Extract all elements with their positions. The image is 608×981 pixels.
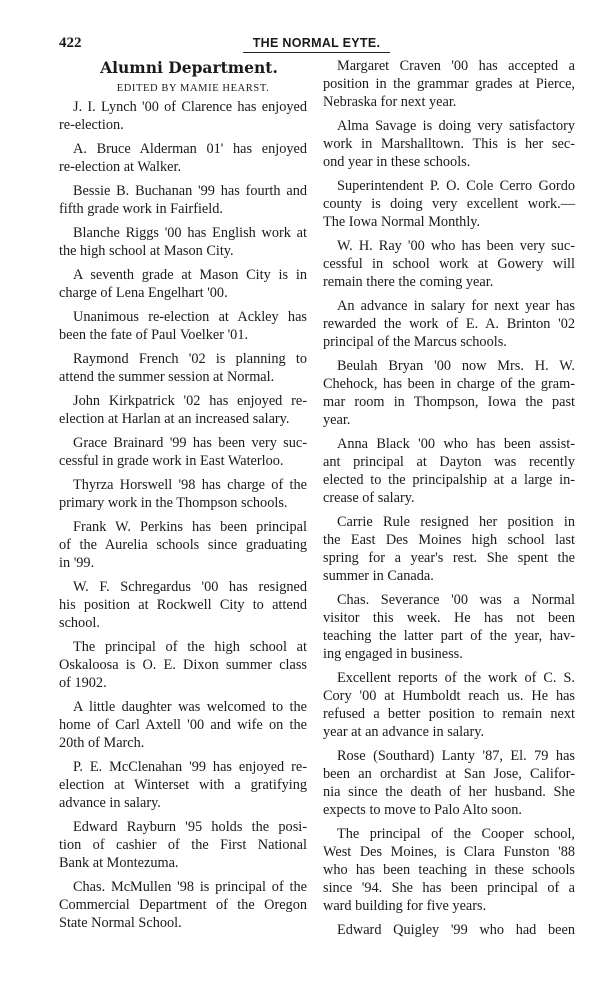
left-column bbox=[59, 58, 307, 938]
text-line: Blanche Riggs '00 has English work at bbox=[73, 225, 307, 241]
text-line: John Kirkpatrick '02 has enjoyed re- bbox=[73, 393, 307, 409]
news-item bbox=[323, 825, 575, 915]
news-item bbox=[59, 578, 307, 632]
text-line: mar room in Thompson, Iowa the past bbox=[323, 394, 575, 410]
text-line: Beulah Bryan '00 now Mrs. H. W. bbox=[337, 358, 575, 374]
news-item bbox=[59, 818, 307, 872]
news-item bbox=[59, 758, 307, 812]
news-item bbox=[323, 297, 575, 351]
text-line: fifth grade work in Fairfield. bbox=[59, 201, 223, 217]
text-line: cessful in grade work in East Waterloo. bbox=[59, 453, 284, 469]
left-paragraphs bbox=[59, 98, 307, 932]
text-line: advance in salary. bbox=[59, 795, 161, 811]
news-item bbox=[59, 98, 307, 134]
text-line: W. H. Ray '00 who has been very suc- bbox=[337, 238, 575, 254]
text-line: county is doing very excellent work.— bbox=[323, 196, 575, 212]
news-item bbox=[59, 434, 307, 470]
text-line: cessful in school work at Gowery will bbox=[323, 256, 575, 272]
text-line: A little daughter was welcomed to the bbox=[73, 699, 307, 715]
text-line: expects to move to Palo Alto soon. bbox=[323, 802, 522, 818]
text-line: elected to the principalship at a large in- bbox=[323, 472, 575, 488]
text-line: spring for a year's rest. She spent the bbox=[323, 550, 575, 566]
text-line: charge of Lena Engelhart '00. bbox=[59, 285, 228, 301]
text-line: attend the summer session at Normal. bbox=[59, 369, 275, 385]
news-item bbox=[323, 177, 575, 231]
text-line: Chehock, has been in charge of the gram- bbox=[323, 376, 575, 392]
text-line: who has been teaching in these schools bbox=[323, 862, 575, 878]
text-line: Oskaloosa is O. E. Dixon summer class bbox=[59, 657, 307, 673]
text-line: the high school at Mason City. bbox=[59, 243, 234, 259]
text-line: Unanimous re-election at Ackley has bbox=[73, 309, 307, 325]
news-item bbox=[59, 140, 307, 176]
text-line: been the fate of Paul Voelker '01. bbox=[59, 327, 249, 343]
text-line: Anna Black '00 who has been assist- bbox=[337, 436, 575, 452]
news-item bbox=[323, 513, 575, 585]
news-item bbox=[59, 638, 307, 692]
text-line: election at Winterset with a gratifying bbox=[59, 777, 307, 793]
text-line: ant principal at Dayton was recently bbox=[323, 454, 575, 470]
text-line: Raymond French '02 is planning to bbox=[73, 351, 307, 367]
text-line: visitor this week. He has not been bbox=[323, 610, 575, 626]
news-item bbox=[323, 357, 575, 429]
text-line: ward building for five years. bbox=[323, 898, 487, 914]
text-line: Margaret Craven '00 has accepted a bbox=[337, 58, 575, 74]
text-line: remain there the coming year. bbox=[323, 274, 494, 290]
news-item bbox=[323, 921, 575, 939]
news-item bbox=[59, 518, 307, 572]
text-line: The principal of the high school at bbox=[73, 639, 307, 655]
text-line: ond year in these schools. bbox=[323, 154, 471, 170]
text-line: principal of the Marcus schools. bbox=[323, 334, 507, 350]
text-line: P. E. McClenahan '99 has enjoyed re- bbox=[73, 759, 307, 775]
text-line: Alma Savage is doing very satisfactory bbox=[337, 118, 575, 134]
text-line: State Normal School. bbox=[59, 915, 182, 931]
text-line: Excellent reports of the work of C. S. bbox=[337, 670, 575, 686]
text-line: crease of salary. bbox=[323, 490, 415, 506]
text-line: year at an advance in salary. bbox=[323, 724, 485, 740]
news-item bbox=[323, 747, 575, 819]
text-line: Nebraska for next year. bbox=[323, 94, 457, 110]
text-line: Commercial Department of the Oregon bbox=[59, 897, 307, 913]
text-line: summer in Canada. bbox=[323, 568, 434, 584]
text-line: Chas. McMullen '98 is principal of the bbox=[73, 879, 307, 895]
text-line: Edward Quigley '99 who had been bbox=[337, 922, 575, 938]
text-line: re-election at Walker. bbox=[59, 159, 182, 175]
text-line: teaching the latter part of the year, hav- bbox=[323, 628, 575, 644]
news-item bbox=[59, 392, 307, 428]
text-line: The Iowa Normal Monthly. bbox=[323, 214, 481, 230]
text-line: Superintendent P. O. Cole Cerro Gordo bbox=[337, 178, 575, 194]
text-line: school. bbox=[59, 615, 100, 631]
news-item bbox=[59, 224, 307, 260]
text-line: his position at Rockwell City to attend bbox=[59, 597, 307, 613]
text-line: Bank at Montezuma. bbox=[59, 855, 179, 871]
news-item bbox=[323, 591, 575, 663]
news-item bbox=[59, 476, 307, 512]
text-line: Grace Brainard '99 has been very suc- bbox=[73, 435, 307, 451]
text-line: election at Harlan at an increased salary. bbox=[59, 411, 290, 427]
news-item bbox=[59, 266, 307, 302]
text-line: W. F. Schregardus '00 has resigned bbox=[73, 579, 307, 595]
news-item bbox=[323, 57, 575, 111]
news-item bbox=[59, 698, 307, 752]
text-line: J. I. Lynch '00 of Clarence has enjoyed bbox=[73, 99, 307, 115]
text-line: Carrie Rule resigned her position in bbox=[337, 514, 575, 530]
text-line: A. Bruce Alderman 01' has enjoyed bbox=[73, 141, 307, 157]
right-column bbox=[323, 57, 575, 945]
text-line: Rose (Southard) Lanty '87, El. 79 has bbox=[337, 748, 575, 764]
text-line: of 1902. bbox=[59, 675, 107, 691]
text-line: year. bbox=[323, 412, 351, 428]
text-line: been an orchardist at San Jose, Califor- bbox=[323, 766, 575, 782]
text-line: Bessie B. Buchanan '99 has fourth and bbox=[73, 183, 307, 199]
news-item bbox=[323, 435, 575, 507]
text-line: position in the grammar grades at Pierce, bbox=[323, 76, 575, 92]
text-line: nia since the death of her husband. She bbox=[323, 784, 575, 800]
text-line: the East Des Moines high school last bbox=[323, 532, 575, 548]
running-head: THE NORMAL EYTE. bbox=[243, 36, 390, 53]
text-line: re-election. bbox=[59, 117, 124, 133]
text-line: A seventh grade at Mason City is in bbox=[73, 267, 307, 283]
news-item bbox=[59, 878, 307, 932]
text-line: work in Marshalltown. This is her sec- bbox=[323, 136, 575, 152]
news-item bbox=[59, 308, 307, 344]
text-line: Thyrza Horswell '98 has charge of the bbox=[73, 477, 307, 493]
text-line: Chas. Severance '00 was a Normal bbox=[337, 592, 575, 608]
text-line: An advance in salary for next year has bbox=[337, 298, 575, 314]
page-number: 422 bbox=[59, 35, 82, 51]
text-line: in '99. bbox=[59, 555, 95, 571]
text-line: 20th of March. bbox=[59, 735, 145, 751]
text-line: primary work in the Thompson schools. bbox=[59, 495, 288, 511]
text-line: Cory '00 at Humboldt reach us. He has bbox=[323, 688, 575, 704]
text-line: of the Aurelia schools since graduating bbox=[59, 537, 307, 553]
text-line: Edward Rayburn '95 holds the posi- bbox=[73, 819, 307, 835]
section-title: Alumni Department. bbox=[100, 58, 278, 77]
text-line: home of Carl Axtell '00 and wife on the bbox=[59, 717, 307, 733]
text-line: refused a better position to remain next bbox=[323, 706, 575, 722]
text-line: West Des Moines, is Clara Funston '88 bbox=[323, 844, 575, 860]
text-line: since '94. She has been principal of a bbox=[323, 880, 575, 896]
text-line: rewarded the work of E. A. Brinton '02 bbox=[323, 316, 575, 332]
text-line: tion of cashier of the First National bbox=[59, 837, 307, 853]
text-line: ing engaged in business. bbox=[323, 646, 463, 662]
text-line: Frank W. Perkins has been principal bbox=[73, 519, 307, 535]
news-item bbox=[323, 237, 575, 291]
news-item bbox=[59, 182, 307, 218]
text-line: The principal of the Cooper school, bbox=[337, 826, 575, 842]
news-item bbox=[323, 117, 575, 171]
right-paragraphs bbox=[323, 57, 575, 939]
news-item bbox=[59, 350, 307, 386]
section-editor: EDITED BY MAMIE HEARST. bbox=[116, 83, 270, 94]
news-item bbox=[323, 669, 575, 741]
